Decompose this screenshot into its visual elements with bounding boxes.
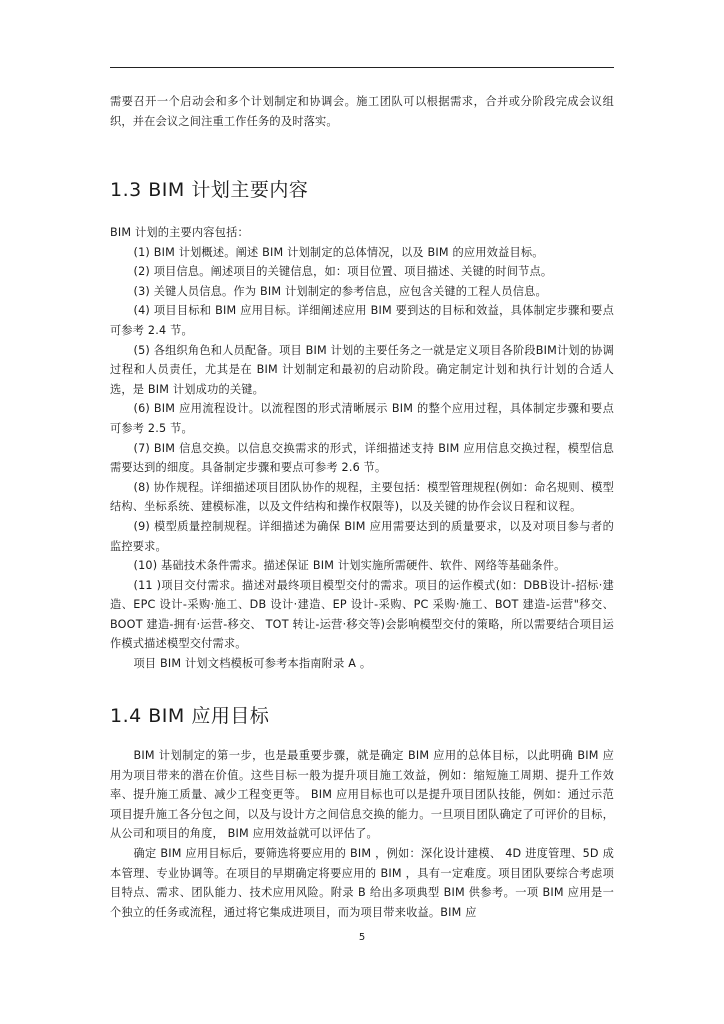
- list-item: (9) 模型质量控制规程。详细描述为确保 BIM 应用需要达到的质量要求，以及对项目参与者的监控要求。: [110, 519, 614, 553]
- top-paragraph-block: [110, 92, 614, 131]
- list-item: (8) 协作规程。详细描述项目团队协作的规程，主要包括：模型管理规程(例如：命名规则、模型结构、坐标系统、建模标准，以及文件结构和操作权限等)，以及关键的协作会议日程和议程。: [110, 480, 614, 514]
- top-paragraph: 需要召开一个启动会和多个计划制定和协调会。施工团队可以根据需求，合并或分阶段完成会议组织，并在会议之间注重工作任务的及时落实。: [110, 95, 614, 128]
- body-paragraph: BIM 计划制定的第一步，也是最重要步骤，就是确定 BIM 应用的总体目标，以此明确 BIM 应用为项目带来的潜在价值。这些目标一般为提升项目施工效益，例如：缩短施工周期、提升工作效率、提升施工质量、减少工程变更等。 BIM 应用目标也可以是提升项目团队技能，例如：通过示范项目提升施工各分包之间，以及与设计方之间信息交换的能力。一旦项目团队确定了可评价的目标，从公司和项目的角度， BIM 应用效益就可以评估了。: [110, 749, 614, 841]
- section-heading-1-3: 1.3 BIM 计划主要内容: [110, 179, 309, 201]
- section-1-3-body: [110, 223, 614, 674]
- list-item: (7) BIM 信息交换。以信息交换需求的形式，详细描述支持 BIM 应用信息交换过程，模型信息需要达到的细度。具备制定步骤和要点可参考 2.6 节。: [110, 441, 614, 475]
- body-paragraph: 确定 BIM 应用目标后，要筛选将要应用的 BIM ，例如：深化设计建模、 4D 进度管理、5D 成本管理、专业协调等。在项目的早期确定将要应用的 BIM ，具有一定难度。项目团队要综合考虑项目特点、需求、团队能力、技术应用风险。附录 B 给出多项典型 BIM 供参考。一项 BIM 应用是一个独立的任务或流程，通过将它集成进项目，而为项目带来收益。BIM 应: [110, 846, 614, 919]
- list-item: (3) 关键人员信息。作为 BIM 计划制定的参考信息，应包含关键的工程人员信息。: [133, 284, 547, 298]
- section-1-3-intro: BIM 计划的主要内容包括：: [110, 226, 249, 239]
- list-item: 项目 BIM 计划文档模板可参考本指南附录 A 。: [133, 657, 372, 671]
- section-1-4-body: [110, 746, 614, 922]
- header-rule: [110, 67, 614, 68]
- list-item: (2) 项目信息。阐述项目的关键信息，如：项目位置、项目描述、关键的时间节点。: [133, 265, 553, 279]
- list-item: (5) 各组织角色和人员配备。项目 BIM 计划的主要任务之一就是定义项目各阶段BIM计划的协调过程和人员责任，尤其是在 BIM 计划制定和最初的启动阶段。确定制定计划和执行计划的合适人选，是 BIM 计划成功的关键。: [110, 343, 614, 396]
- page-number: 5: [358, 932, 366, 943]
- section-heading-1-4: 1.4 BIM 应用目标: [110, 705, 270, 727]
- list-item: (1) BIM 计划概述。阐述 BIM 计划制定的总体情况，以及 BIM 的应用效益目标。: [133, 245, 544, 259]
- list-item: (4) 项目目标和 BIM 应用目标。详细阐述应用 BIM 要到达的目标和效益，具体制定步骤和要点可参考 2.4 节。: [110, 304, 614, 337]
- list-item: (10) 基础技术条件需求。描述保证 BIM 计划实施所需硬件、软件、网络等基础条件。: [133, 559, 566, 573]
- list-item: (6) BIM 应用流程设计。以流程图的形式清晰展示 BIM 的整个应用过程，具体制定步骤和要点可参考 2.5 节。: [110, 402, 614, 435]
- list-item: (11 )项目交付需求。描述对最终项目模型交付的需求。项目的运作模式(如：DBB设计-招标·建造、EPC 设计-采购·施工、DB 设计·建造、EP 设计-采购、PC 采购·施工、BOT 建造-运营"移交、 BOOT 建造-拥有·运营-移交、 TOT 转让-运营·移交等)会影响模型交付的策略，所以需要结合项目运作模式描述模型交付需求。: [110, 578, 614, 651]
